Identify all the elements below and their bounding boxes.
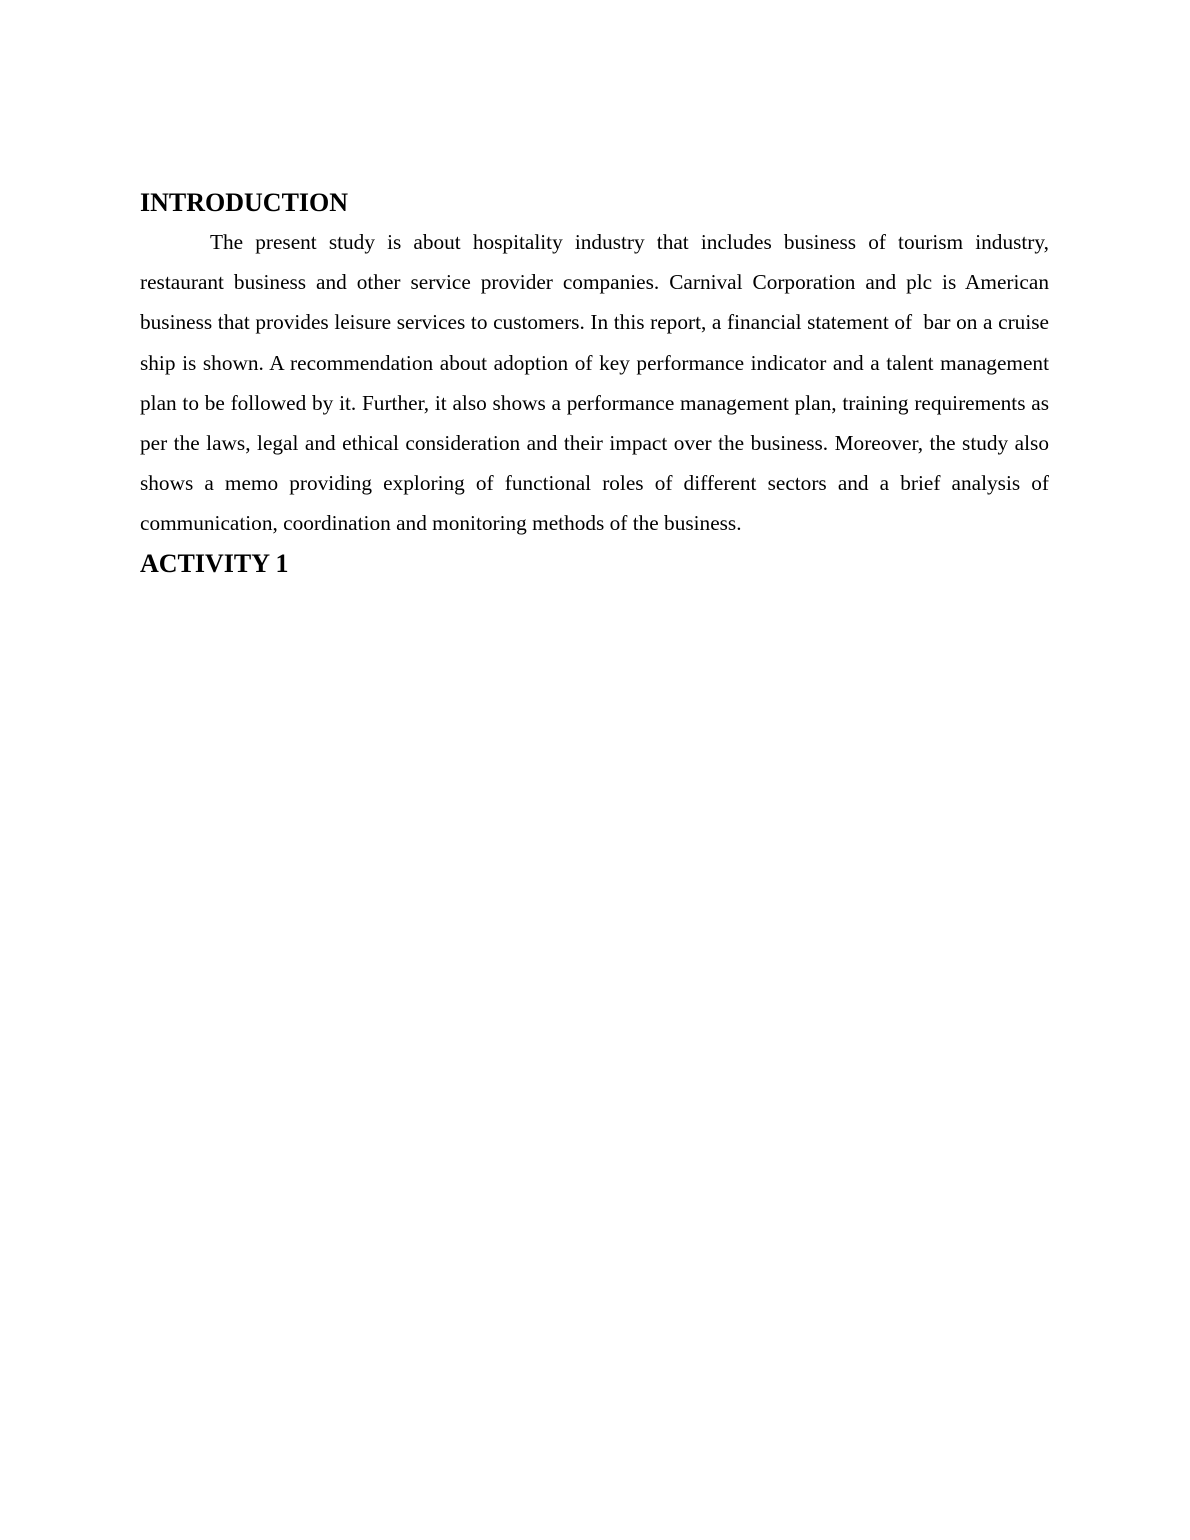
- introduction-paragraph: The present study is about hospitality industry that includes business of tourism industry, restaurant business and other service provider companies. Carnival Corporation and plc is American business that provides leisure services to customers. In this report, a financial statement of bar on a cruise ship is shown. A recommendation about adoption of key performance indicator and a talent management plan to be followed by it. Further, it also shows a performance management plan, training requirements as per the laws, legal and ethical consideration and their impact over the business. Moreover, the study also shows a memo providing exploring of functional roles of different sectors and a brief analysis of communication, coordination and monitoring methods of the business.: [140, 230, 1055, 536]
- introduction-heading: INTRODUCTION: [140, 188, 349, 217]
- document-content: [140, 184, 1055, 583]
- activity-1-heading: ACTIVITY 1: [140, 548, 289, 578]
